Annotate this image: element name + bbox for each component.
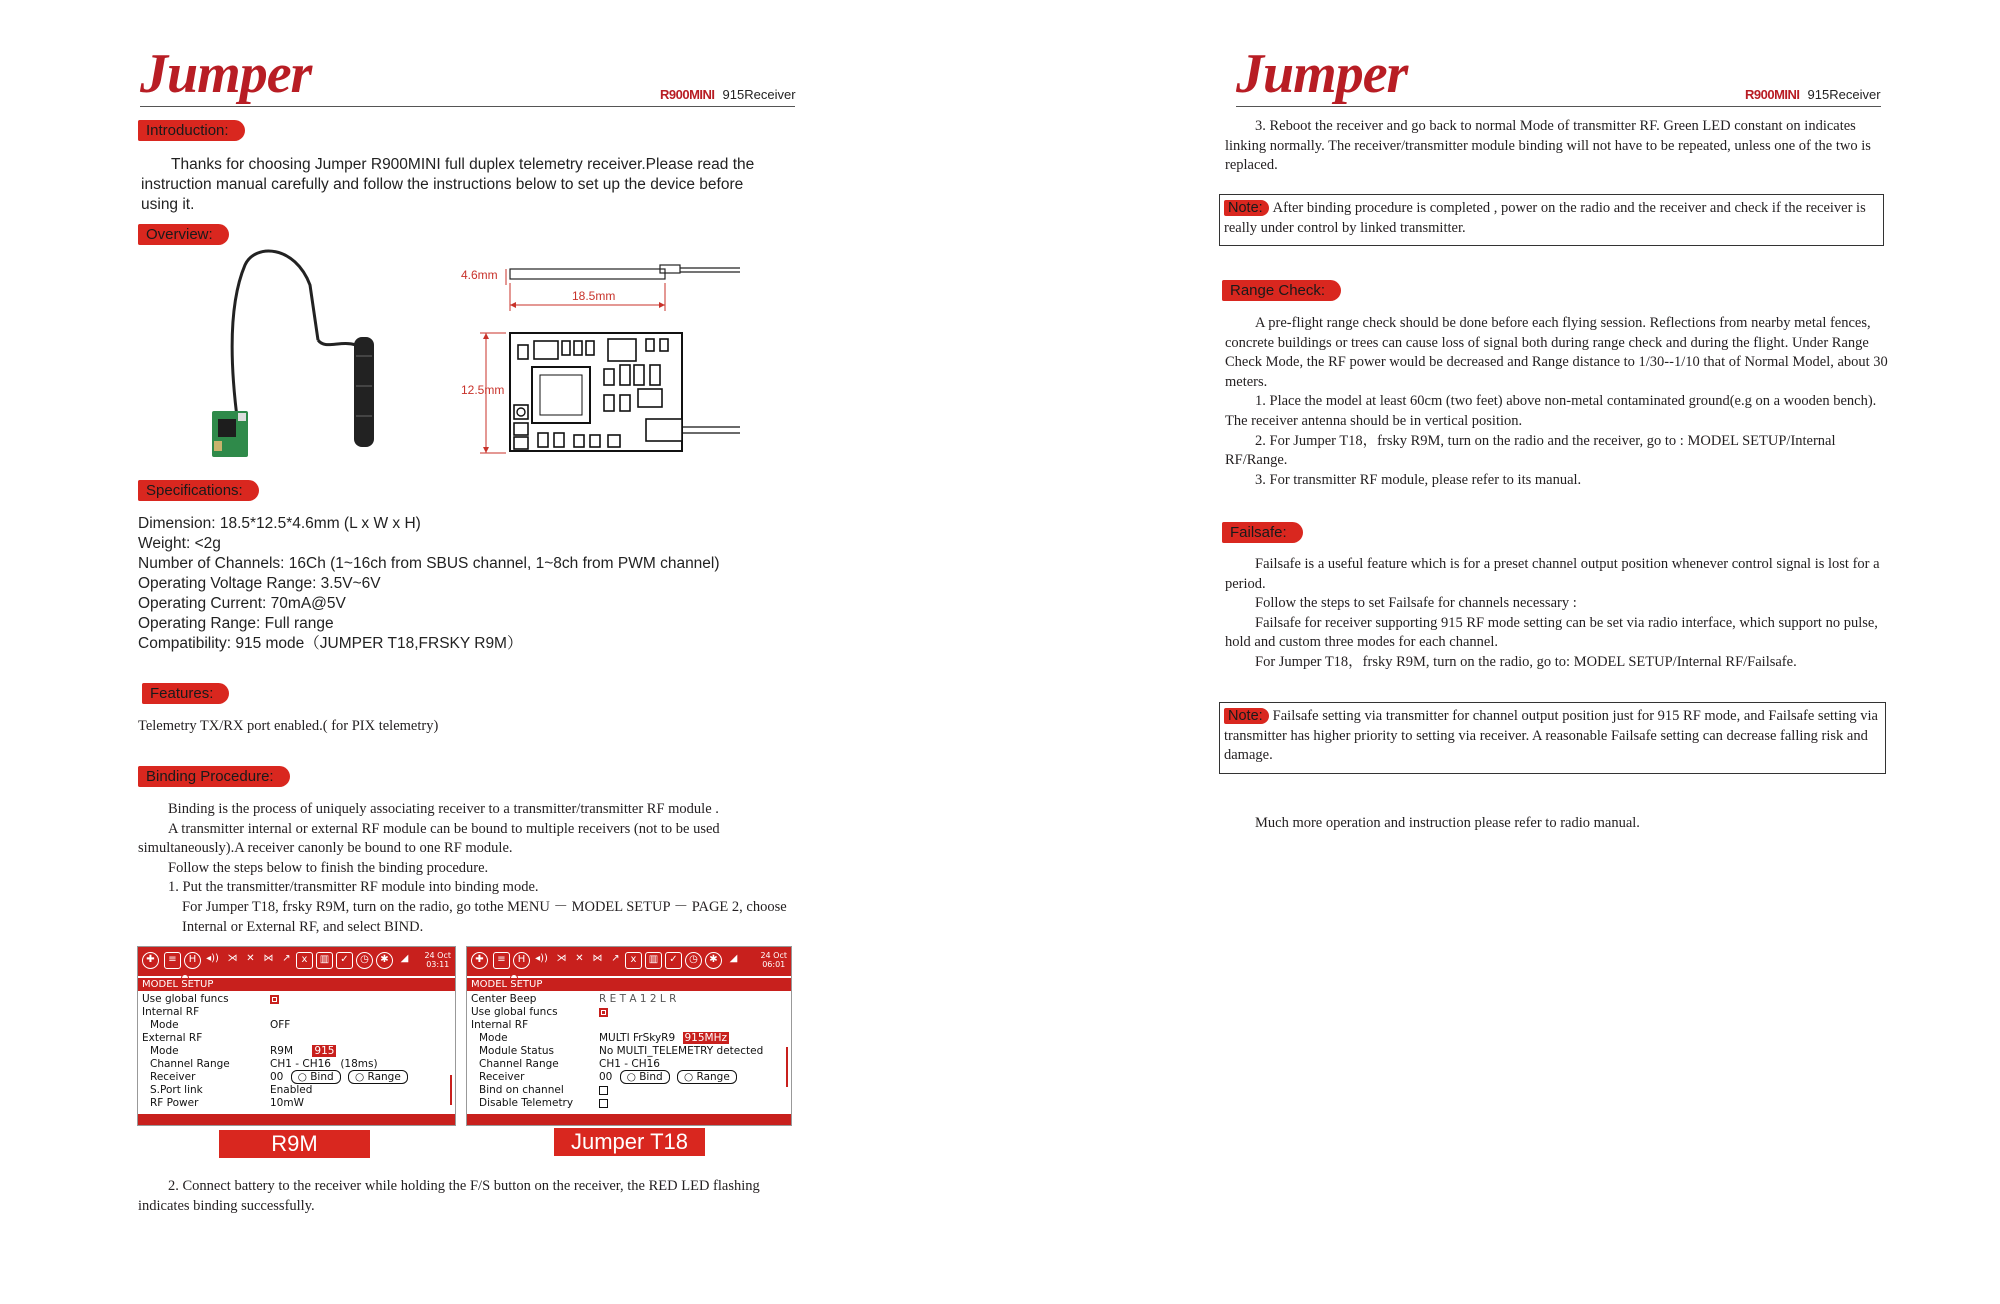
- curves-icon: ✕: [575, 953, 584, 964]
- binding-step: 1. Put the transmitter/transmitter RF module into binding mode.: [168, 879, 539, 896]
- failsafe-heading: Failsafe:: [1222, 522, 1303, 543]
- screen-scrollbar[interactable]: [786, 1047, 788, 1087]
- screen-time-line: 03:11: [426, 960, 450, 969]
- heli-icon: H: [513, 952, 530, 969]
- mode-value: MULTI FrSkyR9: [599, 1032, 676, 1044]
- logic-icon: ⋈: [263, 953, 274, 964]
- bind-button[interactable]: ○ Bind: [291, 1070, 341, 1084]
- screen-row-label: Disable Telemetry: [479, 1097, 574, 1109]
- spec-line: Operating Current: 70mA@5V: [138, 595, 346, 612]
- check-icon: ✓: [336, 952, 353, 969]
- gear-icon: ✱: [376, 952, 393, 969]
- receiver-photo: [200, 245, 400, 470]
- binding-step-2: 2. Connect battery to the receiver while holding the F/S button on the receiver, the RED LED flashing indicates binding successfully.: [138, 1178, 760, 1214]
- internal-mode-value[interactable]: OFF: [270, 1019, 291, 1031]
- screen-row-label: Use global funcs: [471, 1006, 558, 1018]
- specs-heading: Specifications:: [138, 480, 259, 501]
- rf-power-value[interactable]: 10mW: [270, 1097, 304, 1109]
- spec-line: Compatibility: 915 mode（JUMPER T18,FRSKY R9M）: [138, 635, 523, 652]
- sound-icon: ◂)): [535, 953, 548, 964]
- screen-date: [760, 951, 787, 969]
- timer-icon: ◷: [685, 952, 702, 969]
- mode-badge: 915MHz: [684, 1032, 728, 1044]
- telemetry-icon: ▥: [645, 952, 662, 969]
- screen-scrollbar[interactable]: [450, 1075, 452, 1105]
- binding-para: A transmitter internal or external RF module can be bound to multiple receivers (not to be used simultaneously).A receiver canonly be bound to one RF module.: [138, 820, 720, 857]
- intro-heading: Introduction:: [138, 120, 245, 141]
- check-icon: ✓: [665, 952, 682, 969]
- internal-mode-value[interactable]: [599, 1032, 729, 1044]
- screen-row-label: Channel Range: [479, 1058, 559, 1070]
- screen-toolbar: [138, 947, 455, 976]
- intro-text: Thanks for choosing Jumper R900MINI full duplex telemetry receiver.Please read the instruction manual carefully and follow the instructions below to set up the device before using it.: [141, 156, 755, 213]
- range-button[interactable]: ○ Range: [348, 1070, 408, 1084]
- r9m-caption: R9M: [219, 1130, 370, 1158]
- note-box-binding: [1219, 194, 1884, 246]
- failsafe-para: For Jumper T18，frsky R9M, turn on the radio, go to: MODEL SETUP/Internal RF/Failsafe.: [1255, 653, 1797, 670]
- bind-label: Bind: [310, 1071, 334, 1083]
- jumper-logo: Jumper: [140, 43, 312, 105]
- screen-date-line: 24 Oct: [424, 951, 451, 960]
- radio-screen-r9m: [137, 946, 456, 1126]
- signal-icon: ◢: [400, 953, 409, 964]
- screen-row-label: Module Status: [479, 1045, 554, 1057]
- curves-icon: ✕: [246, 953, 255, 964]
- model-menu-icon: ≡: [164, 952, 181, 969]
- range-para: 3. For transmitter RF module, please refer to its manual.: [1255, 471, 1582, 488]
- range-button[interactable]: ○ Range: [677, 1070, 737, 1084]
- dim-length-label: 18.5mm: [572, 289, 616, 303]
- model-name: R900MINI: [1745, 87, 1800, 102]
- screen-time-line: 06:01: [762, 960, 786, 969]
- range-check-text: [1225, 314, 1890, 490]
- screen-row-label: Channel Range: [150, 1058, 230, 1070]
- screen-row-label: RF Power: [150, 1097, 199, 1109]
- mode-badge: 915: [314, 1045, 335, 1057]
- screen-footer-bar: [138, 1114, 455, 1125]
- specs-list: [138, 514, 818, 654]
- spec-line: Number of Channels: 16Ch (1~16ch from SBUS channel, 1~8ch from PWM channel): [138, 555, 720, 572]
- failsafe-para: Failsafe for receiver supporting 915 RF mode setting can be set via radio interface, which support no pulse, hold and custom three modes for each channel.: [1225, 614, 1878, 651]
- bind-label: Bind: [639, 1071, 663, 1083]
- note-text: After binding procedure is completed , power on the radio and the receiver and check if the receiver is really under control by linked transmitter.: [1224, 200, 1866, 236]
- t18-caption: Jumper T18: [554, 1128, 705, 1156]
- screen-date: [424, 951, 451, 969]
- screen-date-line: 24 Oct: [760, 951, 787, 960]
- screen-row-label: Mode: [479, 1032, 508, 1044]
- signal-icon: ◢: [729, 953, 738, 964]
- global-funcs-check[interactable]: [599, 1006, 608, 1018]
- header-model: [1745, 87, 1881, 102]
- note-box-failsafe: [1219, 702, 1886, 774]
- dim-width-label: 12.5mm: [461, 383, 505, 397]
- gear-icon: ✱: [705, 952, 722, 969]
- features-heading: Features:: [142, 683, 229, 704]
- home-icon: ✚: [142, 952, 159, 969]
- dim-thickness-label: 4.6mm: [461, 268, 498, 282]
- screen-title: MODEL SETUP: [467, 978, 791, 991]
- overview-heading: Overview:: [138, 224, 229, 245]
- spec-line: Weight: <2g: [138, 535, 221, 552]
- spec-line: Operating Range: Full range: [138, 615, 334, 632]
- frame-rate-text: (18ms): [340, 1058, 378, 1070]
- binding-para: For Jumper T18, frsky R9M, turn on the radio, go tothe MENU － MODEL SETUP － PAGE 2, choose Internal or External RF, and select BIND.: [182, 898, 787, 935]
- global-funcs-check[interactable]: [270, 993, 279, 1005]
- bind-on-channel-check[interactable]: [599, 1084, 608, 1096]
- note-tag: Note:: [1224, 708, 1269, 724]
- telemetry-icon: ▥: [316, 952, 333, 969]
- channel-range-value[interactable]: [270, 1058, 378, 1070]
- header-model: [660, 87, 796, 102]
- timer-icon: ◷: [356, 952, 373, 969]
- range-label: Range: [696, 1071, 730, 1083]
- heli-icon: H: [184, 952, 201, 969]
- channel-range-text: CH1 - CH16: [270, 1058, 331, 1070]
- bind-button[interactable]: ○ Bind: [620, 1070, 670, 1084]
- model-name: R900MINI: [660, 87, 715, 102]
- flight-mode-icon: ↗: [282, 953, 291, 964]
- range-check-heading: Range Check:: [1222, 280, 1341, 301]
- range-label: Range: [367, 1071, 401, 1083]
- receiver-name: 915Receiver: [1807, 87, 1881, 102]
- screen-row-label: S.Port link: [150, 1084, 203, 1096]
- binding-para: Binding is the process of uniquely associating receiver to a transmitter/transmitter RF module .: [168, 801, 719, 817]
- screen-toolbar: [467, 947, 791, 976]
- binding-heading: Binding Procedure:: [138, 766, 290, 787]
- jumper-logo: Jumper: [1236, 43, 1408, 105]
- module-status-value: No MULTI_TELEMETRY detected: [599, 1045, 764, 1057]
- range-para: 2. For Jumper T18，frsky R9M, turn on the radio and the receiver, go to : MODEL SETUP/Internal RF/Range.: [1225, 432, 1836, 469]
- screen-row-label: Use global funcs: [142, 993, 229, 1005]
- receiver-number: 00: [270, 1071, 284, 1083]
- mix-icon: ⋊: [227, 953, 238, 964]
- screen-row-label: Receiver: [479, 1071, 525, 1083]
- center-beep-value[interactable]: R E T A 1 2 L R: [599, 993, 677, 1005]
- screen-row-label: Center Beep: [471, 993, 537, 1005]
- note-tag: Note:: [1224, 200, 1269, 216]
- features-text: Telemetry TX/RX port enabled.( for PIX telemetry): [138, 718, 439, 734]
- binding-para: Follow the steps below to finish the binding procedure.: [168, 859, 489, 876]
- failsafe-text: [1225, 555, 1890, 673]
- channel-range-value[interactable]: CH1 - CH16: [599, 1058, 660, 1070]
- sound-icon: ◂)): [206, 953, 219, 964]
- flight-mode-icon: ↗: [611, 953, 620, 964]
- failsafe-para: Failsafe is a useful feature which is for a preset channel output position whenever control signal is lost for a period.: [1225, 556, 1880, 592]
- dimension-drawing: [470, 255, 760, 455]
- disable-telemetry-check[interactable]: [599, 1097, 608, 1109]
- logic-icon: ⋈: [592, 953, 603, 964]
- external-mode-value[interactable]: [270, 1045, 336, 1057]
- binding-text: [138, 800, 798, 937]
- screen-row-label: Bind on channel: [479, 1084, 564, 1096]
- receiver-name: 915Receiver: [722, 87, 796, 102]
- header-rule: [140, 106, 795, 107]
- note-text: Failsafe setting via transmitter for channel output position just for 915 RF mode, and Failsafe setting via transmitter has higher priority to setting via receiver. A reasonable Failsafe setting can decrease falling risk and damage.: [1224, 708, 1878, 764]
- screen-row-label: External RF: [142, 1032, 203, 1044]
- screen-row-label: Internal RF: [142, 1006, 200, 1018]
- screen-row-label: Mode: [150, 1019, 179, 1031]
- receiver-number: 00: [599, 1071, 613, 1083]
- home-icon: ✚: [471, 952, 488, 969]
- sport-link-value[interactable]: Enabled: [270, 1084, 313, 1096]
- radio-screen-t18: [466, 946, 792, 1126]
- closing-text: Much more operation and instruction please refer to radio manual.: [1255, 815, 1640, 831]
- failsafe-para: Follow the steps to set Failsafe for channels necessary :: [1255, 595, 1577, 612]
- screen-footer-bar: [467, 1114, 791, 1125]
- binding-step-3: 3. Reboot the receiver and go back to normal Mode of transmitter RF. Green LED constant on indicates linking normally. The receiver/transmitter module binding will not have to be repeated, unless one of the two is replaced.: [1225, 118, 1871, 174]
- model-menu-icon: ≡: [493, 952, 510, 969]
- receiver-value: [599, 1071, 737, 1083]
- screen-row-label: Receiver: [150, 1071, 196, 1083]
- special-func-icon: x: [296, 952, 313, 969]
- screen-row-label: Internal RF: [471, 1019, 529, 1031]
- screen-title: MODEL SETUP: [138, 978, 455, 991]
- header-rule: [1236, 106, 1881, 107]
- range-para: A pre-flight range check should be done before each flying session. Reflections from nearby metal fences, concrete buildings or trees can cause loss of signal both during range check and during the flight. Under Range Check Mode, the RF power would be decreased and Range distance to 1/30--1/10 that of Normal Model, about 30 meters.: [1225, 315, 1888, 390]
- receiver-value: [270, 1071, 408, 1083]
- range-para: 1. Place the model at least 60cm (two feet) above non-metal contaminated ground(e.g on a wooden bench). The receiver antenna should be in vertical position.: [1225, 393, 1877, 429]
- screen-row-label: Mode: [150, 1045, 179, 1057]
- special-func-icon: x: [625, 952, 642, 969]
- mix-icon: ⋊: [556, 953, 567, 964]
- mode-value: R9M: [270, 1045, 294, 1057]
- spec-line: Operating Voltage Range: 3.5V~6V: [138, 575, 381, 592]
- spec-line: Dimension: 18.5*12.5*4.6mm (L x W x H): [138, 515, 421, 532]
- manual-page-right: [1000, 0, 2000, 1304]
